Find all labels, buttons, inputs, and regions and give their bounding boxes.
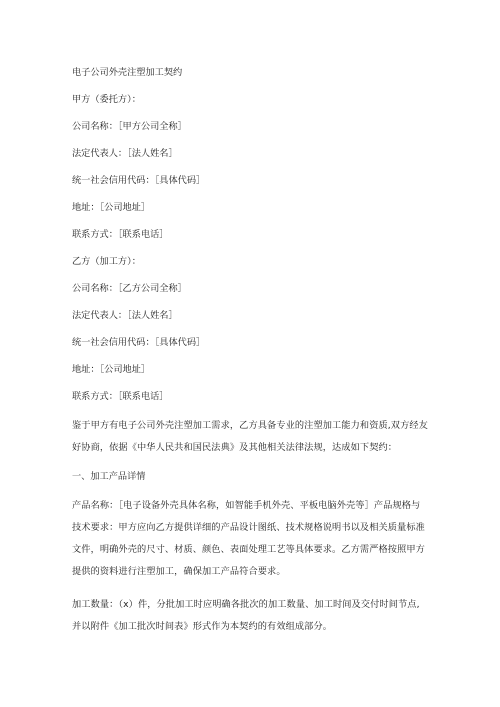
product-line: 文件，明确外壳的尺寸、材质、颜色、表面处理工艺等具体要求。乙方需严格按照甲方 — [72, 544, 425, 555]
party-b-heading: 乙方（加工方）： — [72, 256, 141, 267]
preamble-paragraph — [72, 415, 438, 459]
product-line: 技术要求：甲方应向乙方提供详细的产品设计图纸、技术规格说明书以及相关质量标准 — [72, 522, 425, 533]
product-line: 产品名称：［电子设备外壳具体名称，如智能手机外壳、平板电脑外壳等］产品规格与 — [72, 500, 421, 511]
party-b-address: 地址：［公司地址］ — [72, 364, 151, 375]
party-a-contact: 联系方式：［联系电话］ — [72, 229, 169, 240]
party-b-legal-rep: 法定代表人：［法人姓名］ — [72, 310, 178, 321]
party-a-company: 公司名称：［甲方公司全称］ — [72, 121, 187, 132]
product-paragraph — [72, 495, 438, 583]
quantity-paragraph — [72, 594, 438, 638]
party-a-credit-code: 统一社会信用代码：［具体代码］ — [72, 175, 206, 186]
quantity-line: 加工数量：（x）件，分批加工时应明确各批次的加工数量、加工时间及交付时间节点, — [72, 599, 420, 610]
party-b-contact: 联系方式：［联系电话］ — [72, 391, 169, 402]
party-b-credit-code: 统一社会信用代码：［具体代码］ — [72, 337, 206, 348]
contract-document — [72, 66, 438, 638]
quantity-line: 并以附件《加工批次时间表》形式作为本契约的有效组成部分。 — [72, 621, 333, 632]
document-title: 电子公司外壳注塑加工契约 — [72, 67, 183, 78]
party-a-heading: 甲方（委托方）： — [72, 94, 141, 105]
party-b-company: 公司名称：［乙方公司全称］ — [72, 283, 187, 294]
party-a-legal-rep: 法定代表人：［法人姓名］ — [72, 148, 178, 159]
section-1-heading: 一、加工产品详情 — [72, 471, 146, 482]
preamble-line: 好协商，依据《中华人民共和国民法典》及其他相关法律法规，达成如下契约： — [72, 442, 398, 453]
party-a-address: 地址：［公司地址］ — [72, 202, 151, 213]
product-line: 提供的资料进行注塑加工，确保加工产品符合要求。 — [72, 566, 286, 577]
preamble-line: 鉴于甲方有电子公司外壳注塑加工需求，乙方具备专业的注塑加工能力和资质,双方经友 — [72, 420, 428, 431]
